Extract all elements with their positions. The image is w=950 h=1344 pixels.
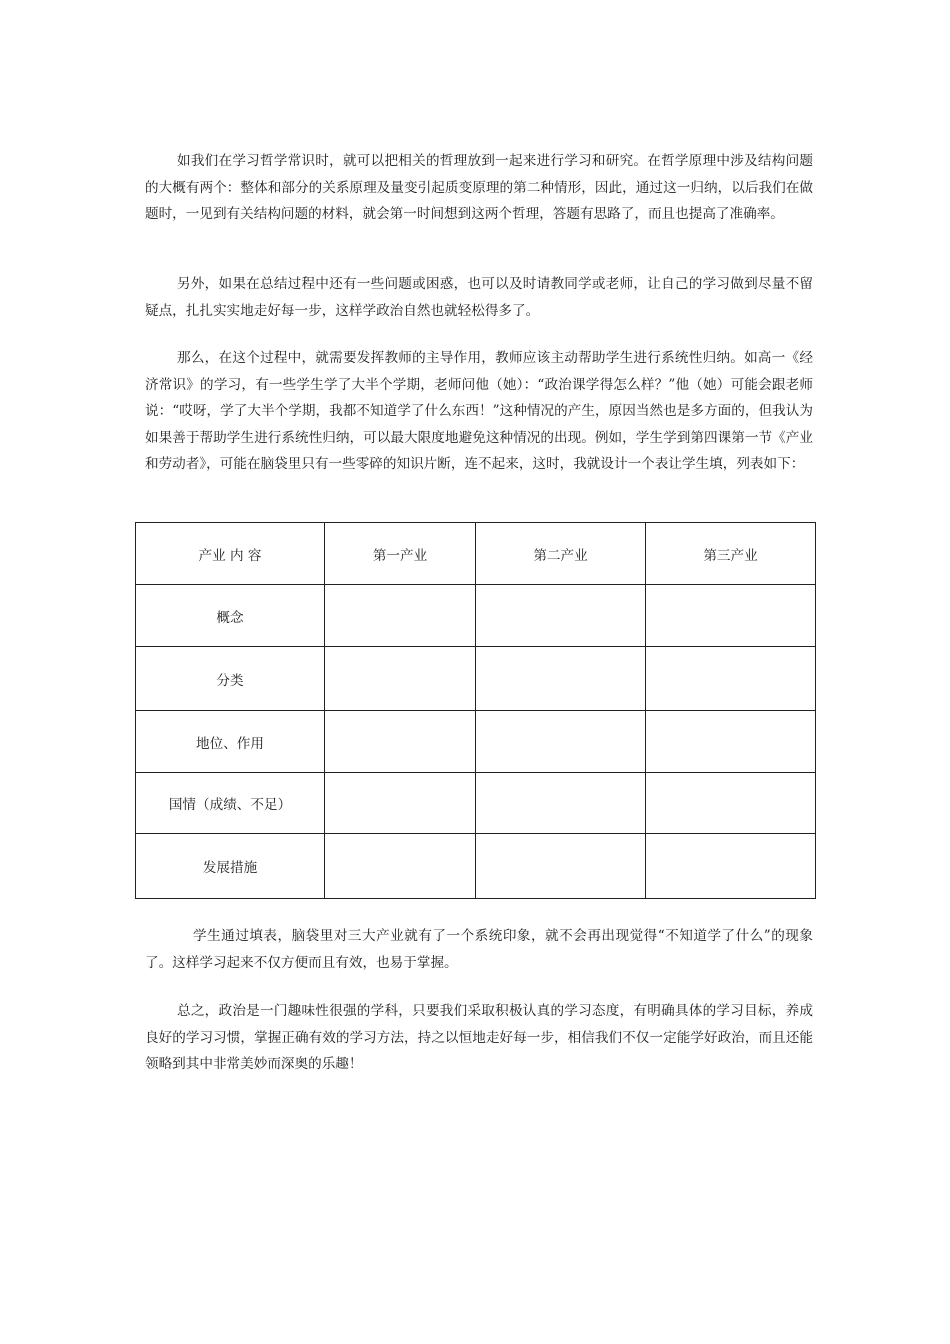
table-cell: [325, 711, 476, 773]
table-cell: [325, 834, 476, 899]
row-label-development-measures: 发展措施: [136, 834, 325, 899]
table-row: [136, 585, 816, 647]
table-cell: [646, 773, 816, 834]
table-cell: [325, 585, 476, 647]
paragraph-conclusion: 总之，政治是一门趣味性很强的学科，只要我们采取积极认真的学习态度，有明确具体的学习目标，养成良好的学习习惯，掌握正确有效的学习方法，持之以恒地走好每一步，相信我们不仅一定能学好政治，而且还能领略到其中非常美妙而深奥的乐趣！: [145, 1003, 813, 1072]
table-cell: [476, 711, 646, 773]
header-cell-primary-industry: 第一产业: [325, 523, 476, 585]
paragraph-philosophy-example: 如我们在学习哲学常识时，就可以把相关的哲理放到一起来进行学习和研究。在哲学原理中涉及结构问题的大概有两个：整体和部分的关系原理及量变引起质变原理的第二种情形，因此，通过这一归纳，以后我们在做题时，一见到有关结构问题的材料，就会第一时间想到这两个哲理，答题有思路了，而且也提高了准确率。: [145, 153, 813, 222]
table-cell: [646, 647, 816, 711]
header-cell-tertiary-industry: 第三产业: [646, 523, 816, 585]
table-row: [136, 773, 816, 834]
table-row: [136, 834, 816, 899]
table-cell: [476, 647, 646, 711]
table-cell: [646, 711, 816, 773]
row-label-national-conditions: 国情（成绩、不足）: [136, 773, 325, 834]
header-cell-content: 产业 内 容: [136, 523, 325, 585]
paragraph-teacher-role: 那么，在这个过程中，就需要发挥教师的主导作用，教师应该主动帮助学生进行系统性归纳。如高一《经济常识》的学习，有一些学生学了大半个学期，老师问他（她）：“政治课学得怎么样？”他（她）可能会跟老师说：“哎呀，学了大半个学期，我都不知道学了什么东西！”这种情况的产生，原因当然也是多方面的，但我认为如果善于帮助学生进行系统性归纳，可以最大限度地避免这种情况的出现。例如，学生学到第四课第一节《产业和劳动者》，可能在脑袋里只有一些零碎的知识片断，连不起来，这时，我就设计一个表让学生填，列表如下：: [145, 350, 813, 472]
table-header-row: [136, 523, 816, 585]
industry-summary-table: [135, 522, 816, 899]
row-label-classification: 分类: [136, 647, 325, 711]
paragraph-ask-for-help: 另外，如果在总结过程中还有一些问题或困惑，也可以及时请教同学或老师，让自己的学习做到尽量不留疑点，扎扎实实地走好每一步，这样学政治自然也就轻松得多了。: [145, 276, 813, 319]
table-cell: [325, 773, 476, 834]
table-row: [136, 647, 816, 711]
table-row: [136, 711, 816, 773]
header-cell-secondary-industry: 第二产业: [476, 523, 646, 585]
table-cell: [646, 834, 816, 899]
table-cell: [325, 647, 476, 711]
paragraph-table-effect: 学生通过填表，脑袋里对三大产业就有了一个系统印象，就不会再出现觉得“不知道学了什么”的现象了。这样学习起来不仅方便而且有效，也易于掌握。: [145, 928, 813, 971]
table-cell: [476, 834, 646, 899]
table-cell: [476, 773, 646, 834]
table-cell: [476, 585, 646, 647]
row-label-status-role: 地位、作用: [136, 711, 325, 773]
row-label-concept: 概念: [136, 585, 325, 647]
table-cell: [646, 585, 816, 647]
